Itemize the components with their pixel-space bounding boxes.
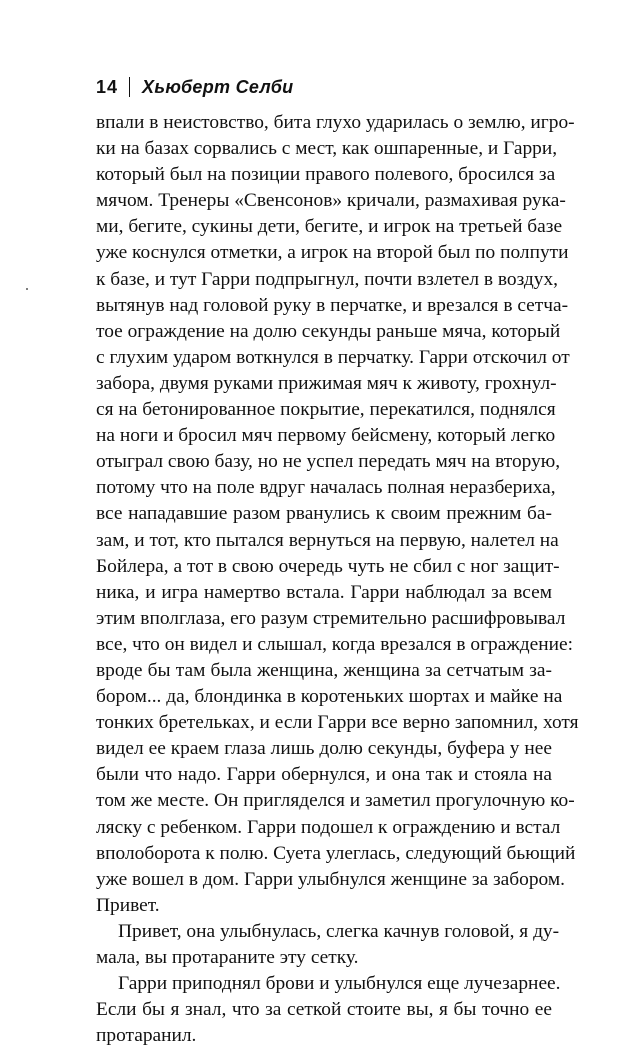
paragraph-3 [96,971,561,1049]
text-line: с глухим ударом воткнулся в перчатку. Гарри отскочил от [96,346,570,368]
text-line: к базе, и тут Гарри подпрыгнул, почти взлетел в воздух, [96,268,558,290]
text-line: протаранил. [96,1025,197,1047]
text-line: ляску с ребенком. Гарри подошел к ограждению и встал [96,816,561,838]
text-line: мячом. Тренеры «Свенсонов» кричали, размахивая рука- [96,190,566,212]
text-line: на ноги и бросил мяч первому бейсмену, который легко [96,425,556,447]
margin-speck [26,288,28,290]
text-line: зам, и тот, кто пытался вернуться на первую, налетел на [96,529,559,551]
author-name: Хьюберт Селби [142,76,294,97]
text-line: потому что на поле вдруг началась полная неразбериха, [96,477,556,499]
text-line: этим вполглаза, его разум стремительно расшифровывал [96,607,566,629]
text-line: ми, бегите, сукины дети, бегите, и игрок на третьей базе [96,216,563,238]
page-number: 14 [96,76,119,97]
text-line: ся на бетонированное покрытие, перекатился, поднялся [96,399,556,421]
text-line: Привет, она улыбнулась, слегка качнув головой, я ду- [118,920,560,942]
text-line: видел ее краем глаза лишь долю секунды, буфера у нее [96,738,552,760]
text-line: Гарри приподнял брови и улыбнулся еще лучезарнее. [118,973,561,995]
paragraph-2 [96,919,560,971]
text-line: впали в неистовство, бита глухо ударилась о землю, игро- [96,112,575,133]
text-line: уже вошел в дом. Гарри улыбнулся женщине за забором. [96,868,565,890]
running-head [96,76,293,98]
text-line: тонких бретельках, и если Гарри все верно запомнил, хотя [96,712,579,734]
text-line: отыграл свою базу, но не успел передать мяч на вторую, [96,451,561,473]
text-line: ки на базах сорвались с мест, как ошпаренные, и Гарри, [96,138,558,160]
body-text [96,110,579,1049]
text-line: Если бы я знал, что за сеткой стоите вы, я бы точно ее [96,999,552,1021]
text-line: все, что он видел и слышал, когда врезался в ограждение: [96,633,573,655]
paragraph-1 [96,110,579,919]
text-line: были что надо. Гарри обернулся, и она так и стояла на [96,764,552,786]
header-divider [129,77,130,97]
text-line: вполоборота к полю. Суета улеглась, следующий бьющий [96,842,576,864]
text-line: тое ограждение на долю секунды раньше мяча, который [96,320,561,342]
text-line: Привет. [96,894,160,916]
text-line: который был на позиции правого полевого, бросился за [96,164,556,186]
text-line: вроде бы там была женщина, женщина за сетчатым за- [96,659,552,681]
text-line: мала, вы протараните эту сетку. [96,947,359,968]
text-line: бором... да, блондинка в коротеньких шортах и майке на [96,686,563,708]
text-line: все нападавшие разом рванулись к своим прежним ба- [96,503,552,525]
text-line: вытянув над головой руку в перчатке, и врезался в сетча- [96,294,569,316]
text-line: забора, двумя руками прижимая мяч к животу, грохнул- [96,372,557,394]
text-line: том же месте. Он пригляделся и заметил прогулочную ко- [96,790,575,812]
text-line: ника, и игра намертво встала. Гарри наблюдал за всем [96,581,552,603]
text-line: уже коснулся отметки, а игрок на второй был по полпути [96,242,569,264]
text-line: Бойлера, а тот в свою очередь чуть не сбил с ног защит- [96,555,560,577]
